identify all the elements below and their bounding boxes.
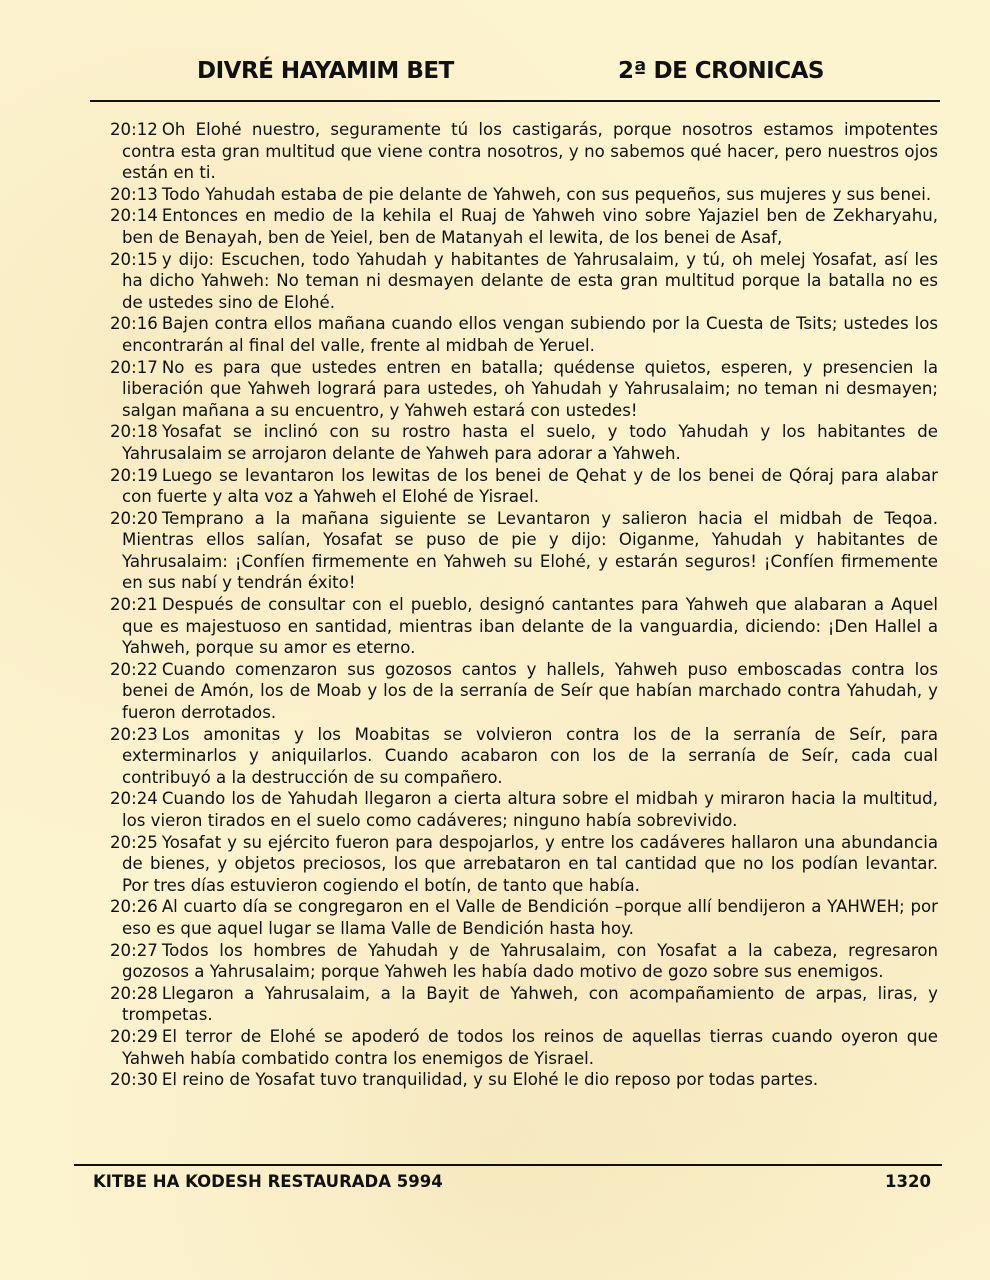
verse-text: El reino de Yosafat tuvo tranquilidad, y su Elohé le dio reposo por todas partes. <box>161 1070 819 1090</box>
book-title: DIVRÉ HAYAMIM BET <box>197 58 454 84</box>
verse-text: Los amonitas y los Moabitas se volvieron contra los de la serranía de Seír, para exterminarlos y aniquilarlos. Cuando acabaron con los de la serranía de Seír, cada cual contribuyó a la destrucción de su compañero. <box>122 724 938 787</box>
verse-20-14 <box>110 205 938 248</box>
verse-ref: 20:28 <box>110 983 158 1003</box>
verse-text: Oh Elohé nuestro, seguramente tú los castigarás, porque nosotros estamos impotentes contra esta gran multitud que viene contra nosotros, y no sabemos qué hacer, pero nuestros ojos están en ti. <box>122 120 938 183</box>
verse-ref: 20:16 <box>110 314 158 334</box>
verse-ref: 20:20 <box>110 508 158 528</box>
verse-ref: 20:29 <box>110 1026 158 1046</box>
verse-20-23 <box>110 724 938 789</box>
verse-text: Llegaron a Yahrusalaim, a la Bayit de Yahweh, con acompañamiento de arpas, liras, y trompetas. <box>122 983 938 1025</box>
verse-ref: 20:14 <box>110 206 158 226</box>
verse-20-22 <box>110 659 938 724</box>
verse-text: Entonces en medio de la kehila el Ruaj de Yahweh vino sobre Yajaziel ben de Zekharyahu, ben de Benayah, ben de Yeiel, ben de Matanyah el lewita, de los benei de Asaf, <box>122 206 938 247</box>
verse-ref: 20:13 <box>110 184 158 204</box>
verse-20-29 <box>110 1026 938 1069</box>
verse-20-16 <box>110 313 938 356</box>
verse-ref: 20:25 <box>110 832 158 852</box>
verse-20-15 <box>110 249 938 314</box>
verse-20-19 <box>110 465 938 508</box>
verse-20-25 <box>110 832 938 897</box>
verse-text: y dijo: Escuchen, todo Yahudah y habitantes de Yahrusalaim, y tú, oh melej Yosafat, así les ha dicho Yahweh: No teman ni desmayen delante de esta gran multitud porque la batalla no es de ustedes sino de Elohé. <box>122 249 938 312</box>
verse-ref: 20:21 <box>110 595 158 615</box>
verse-20-17 <box>110 357 938 422</box>
verse-20-24 <box>110 788 938 831</box>
book-subtitle: 2ª DE CRONICAS <box>618 58 824 84</box>
footer-edition: KITBE HA KODESH RESTAURADA 5994 <box>93 1172 443 1191</box>
verse-20-26 <box>110 896 938 939</box>
verse-ref: 20:27 <box>110 940 158 960</box>
verse-text: Después de consultar con el pueblo, designó cantantes para Yahweh que alabaran a Aquel que es majestuoso en santidad, mientras iban delante de la vanguardia, diciendo: ¡Den Hallel a Yahweh, porque su amor es eterno. <box>122 595 938 658</box>
verse-20-18 <box>110 421 938 464</box>
verse-20-27 <box>110 940 938 983</box>
verse-text: No es para que ustedes entren en batalla; quédense quietos, esperen, y presencien la liberación que Yahweh logrará para ustedes, oh Yahudah y Yahrusalaim; no teman ni desmayen; salgan mañana a su encuentro, y Yahweh estará con ustedes! <box>122 357 938 420</box>
page-number: 1320 <box>885 1172 931 1191</box>
verse-text: Luego se levantaron los lewitas de los benei de Qehat y de los benei de Qóraj para alabar con fuerte y alta voz a Yahweh el Elohé de Yisrael. <box>122 465 938 507</box>
verse-text: Cuando los de Yahudah llegaron a cierta altura sobre el midbah y miraron hacia la multitud, los vieron tirados en el suelo como cadáveres; ninguno había sobrevivido. <box>122 789 938 830</box>
verse-ref: 20:23 <box>110 724 158 744</box>
verse-20-20 <box>110 508 938 594</box>
verse-text: Todo Yahudah estaba de pie delante de Yahweh, con sus pequeños, sus mujeres y sus benei. <box>161 184 932 204</box>
verse-text: El terror de Elohé se apoderó de todos los reinos de aquellas tierras cuando oyeron que Yahweh había combatido contra los enemigos de Yisrael. <box>122 1026 938 1068</box>
verse-ref: 20:15 <box>110 249 158 269</box>
page-header <box>90 58 940 90</box>
footer-divider <box>74 1164 942 1166</box>
verse-text: Todos los hombres de Yahudah y de Yahrusalaim, con Yosafat a la cabeza, regresaron gozosos a Yahrusalaim; porque Yahweh les había dado motivo de gozo sobre sus enemigos. <box>122 940 938 982</box>
verse-text: Temprano a la mañana siguiente se Levantaron y salieron hacia el midbah de Teqoa. Mientras ellos salían, Yosafat se puso de pie y dijo: Oiganme, Yahudah y habitantes de Yahrusalaim: ¡Confíen firmemente en Yahweh su Elohé, y estarán seguros! ¡Confíen firmemente en sus nabí y tendrán éxito! <box>122 508 938 593</box>
verse-ref: 20:12 <box>110 120 158 139</box>
verse-text: Yosafat y su ejército fueron para despojarlos, y entre los cadáveres hallaron una abundancia de bienes, y objetos preciosos, los que arrebataron en tal cantidad que no los podían levantar. Por tres días estuvieron cogiendo el botín, de tanto que había. <box>122 832 938 895</box>
verse-text: Yosafat se inclinó con su rostro hasta el suelo, y todo Yahudah y los habitantes de Yahrusalaim se arrojaron delante de Yahweh para adorar a Yahweh. <box>122 422 938 463</box>
verse-text: Cuando comenzaron sus gozosos cantos y hallels, Yahweh puso emboscadas contra los benei de Amón, los de Moab y los de la serranía de Seír que habían marchado contra Yahudah, y fueron derrotados. <box>122 659 938 723</box>
verse-ref: 20:30 <box>110 1070 158 1090</box>
verse-ref: 20:17 <box>110 357 158 377</box>
verse-20-21 <box>110 594 938 659</box>
verse-20-30 <box>110 1069 938 1091</box>
verse-20-28 <box>110 983 938 1026</box>
verse-text: Al cuarto día se congregaron en el Valle de Bendición –porque allí bendijeron a YAHWEH; por eso es que aquel lugar se llama Valle de Bendición hasta hoy. <box>122 897 938 938</box>
verse-ref: 20:26 <box>110 897 158 917</box>
verse-list <box>110 119 938 1091</box>
verse-text: Bajen contra ellos mañana cuando ellos vengan subiendo por la Cuesta de Tsits; ustedes los encontrarán al final del valle, frente al midbah de Yeruel. <box>122 314 938 355</box>
verse-20-13 <box>110 184 938 206</box>
verse-ref: 20:19 <box>110 465 158 485</box>
verse-ref: 20:18 <box>110 422 158 442</box>
verse-ref: 20:22 <box>110 659 158 679</box>
verse-20-12 <box>110 119 938 184</box>
verse-ref: 20:24 <box>110 789 158 809</box>
header-divider <box>90 100 940 102</box>
